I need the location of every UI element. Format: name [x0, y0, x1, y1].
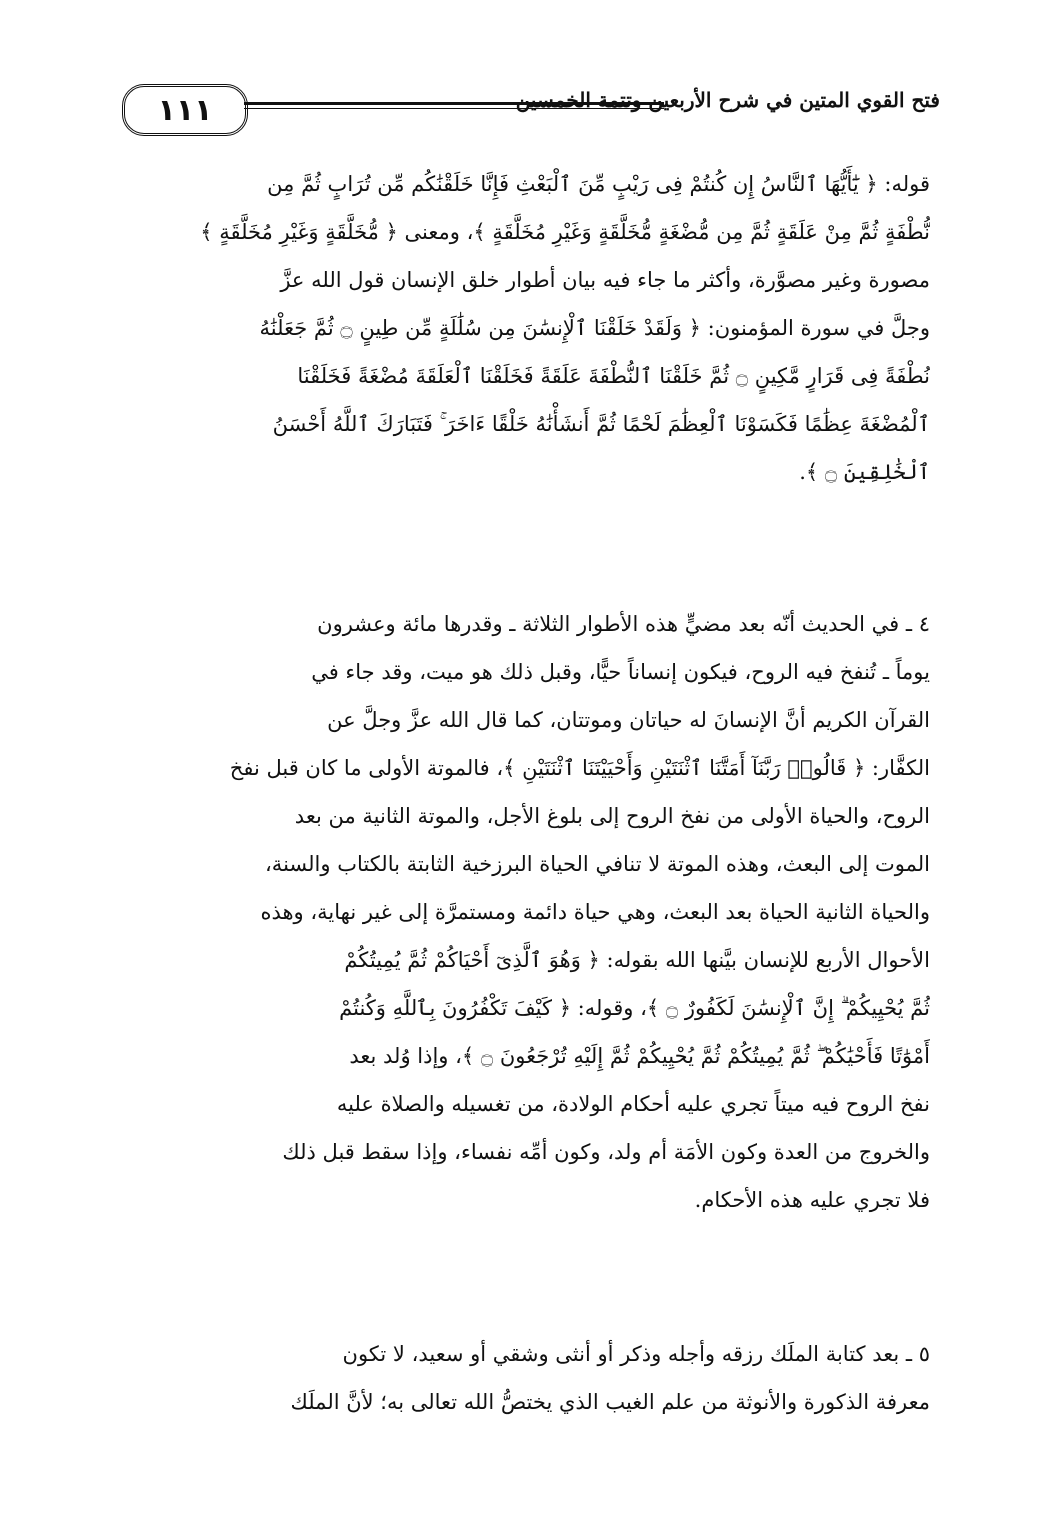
- text-line: نُّطْفَةٍ ثُمَّ مِنْ عَلَقَةٍ ثُمَّ مِن مُّضْغَةٍ مُّخَلَّقَةٍ وَغَيْرِ مُخَلَّقَةٍ ﴾، ومعنى ﴿ مُّخَلَّقَةٍ وَغَيْرِ مُخَلَّقَةٍ ﴾: [200, 220, 930, 244]
- text-line: الموت إلى البعث، وهذه الموتة لا تنافي الحياة البرزخية الثابتة بالكتاب والسنة،: [265, 852, 930, 876]
- text-line: أَمْوَٰتًا فَأَحْيَٰكُمْ ۖ ثُمَّ يُمِيتُكُمْ ثُمَّ يُحْيِيكُمْ ثُمَّ إِلَيْهِ تُرْجَعُونَ ۝ ﴾، وإذا وُلد بعد: [349, 1044, 930, 1068]
- text-line: الأحوال الأربع للإنسان بيَّنها الله بقوله: ﴿ وَهُوَ ٱلَّذِىٓ أَحْيَاكُمْ ثُمَّ يُمِيتُكُمْ: [344, 948, 930, 972]
- page-header: [110, 80, 940, 150]
- text-line: نفخ الروح فيه ميتاً تجري عليه أحكام الولادة، من تغسيله والصلاة عليه: [336, 1092, 930, 1116]
- paragraph-3: [125, 1330, 930, 1426]
- text-line: والخروج من العدة وكون الأمَة أم ولد، وكون أمِّه نفساء، وإذا سقط قبل ذلك: [282, 1140, 930, 1164]
- text-line: الكفَّار: ﴿ قَالُوا۟ رَبَّنَآ أَمَتَّنَا ٱثْنَتَيْنِ وَأَحْيَيْتَنَا ٱثْنَتَيْنِ ﴾، فالموتة الأولى ما كان قبل نفخ: [229, 756, 930, 780]
- text-line: والحياة الثانية الحياة بعد البعث، وهي حياة دائمة ومستمرَّة إلى غير نهاية، وهذه: [260, 900, 930, 924]
- page-number-badge: [122, 84, 248, 136]
- text-line: القرآن الكريم أنَّ الإنسانَ له حياتان وموتتان، كما قال الله عزَّ وجلَّ عن: [327, 708, 930, 732]
- text-line: ٱلْمُضْغَةَ عِظَٰمًا فَكَسَوْنَا ٱلْعِظَٰمَ لَحْمًا ثُمَّ أَنشَأْنَٰهُ خَلْقًا ءَاخَرَ ۚ فَتَبَارَكَ ٱللَّهُ أَحْسَنُ: [272, 412, 930, 436]
- text-line: قوله: ﴿ يَٰٓأَيُّهَا ٱلنَّاسُ إِن كُنتُمْ فِى رَيْبٍ مِّنَ ٱلْبَعْثِ فَإِنَّا خَلَقْنَٰكُم مِّن تُرَابٍ ثُمَّ مِن: [267, 172, 930, 196]
- text-line: فلا تجري عليه هذه الأحكام.: [694, 1188, 930, 1212]
- text-line: وجلَّ في سورة المؤمنون: ﴿ وَلَقَدْ خَلَقْنَا ٱلْإِنسَٰنَ مِن سُلَٰلَةٍ مِّن طِينٍ ۝ ثُمَّ جَعَلْنَٰهُ: [259, 316, 930, 340]
- text-line: الروح، والحياة الأولى من نفخ الروح إلى بلوغ الأجل، والموتة الثانية من بعد: [294, 804, 930, 828]
- text-line: ٱلْخَٰلِقِينَ ۝ ﴾.: [799, 460, 930, 484]
- text-line: ثُمَّ يُحْيِيكُمْ ۗ إِنَّ ٱلْإِنسَٰنَ لَكَفُورٌ ۝ ﴾، وقوله: ﴿ كَيْفَ تَكْفُرُونَ بِٱللَّهِ وَكُنتُمْ: [339, 996, 930, 1020]
- text-line: يوماً ـ تُنفخ فيه الروح، فيكون إنساناً حيًّا، وقبل ذلك هو ميت، وقد جاء في: [311, 660, 930, 684]
- running-title: فتح القوي المتين في شرح الأربعين وتتمة الخمسين: [515, 88, 940, 112]
- text-line: ٤ ـ في الحديث أنّه بعد مضيٍّ هذه الأطوار الثلاثة ـ وقدرها مائة وعشرون: [317, 612, 930, 636]
- text-line: ٥ ـ بعد كتابة الملَك رزقه وأجله وذكر أو أنثى وشقي أو سعيد، لا تكون: [342, 1342, 930, 1366]
- text-line: نُطْفَةً فِى قَرَارٍ مَّكِينٍ ۝ ثُمَّ خَلَقْنَا ٱلنُّطْفَةَ عَلَقَةً فَخَلَقْنَا ٱلْعَلَقَةَ مُضْغَةً فَخَلَقْنَا: [297, 364, 930, 388]
- text-line: معرفة الذكورة والأنوثة من علم الغيب الذي يختصُّ الله تعالى به؛ لأنَّ الملَك: [290, 1390, 930, 1414]
- text-line: مصورة وغير مصوَّرة، وأكثر ما جاء فيه بيان أطوار خلق الإنسان قول الله عزَّ: [280, 268, 930, 292]
- page-number: ١١١: [157, 92, 213, 128]
- paragraph-1: [125, 160, 930, 496]
- paragraph-2: [125, 600, 930, 1224]
